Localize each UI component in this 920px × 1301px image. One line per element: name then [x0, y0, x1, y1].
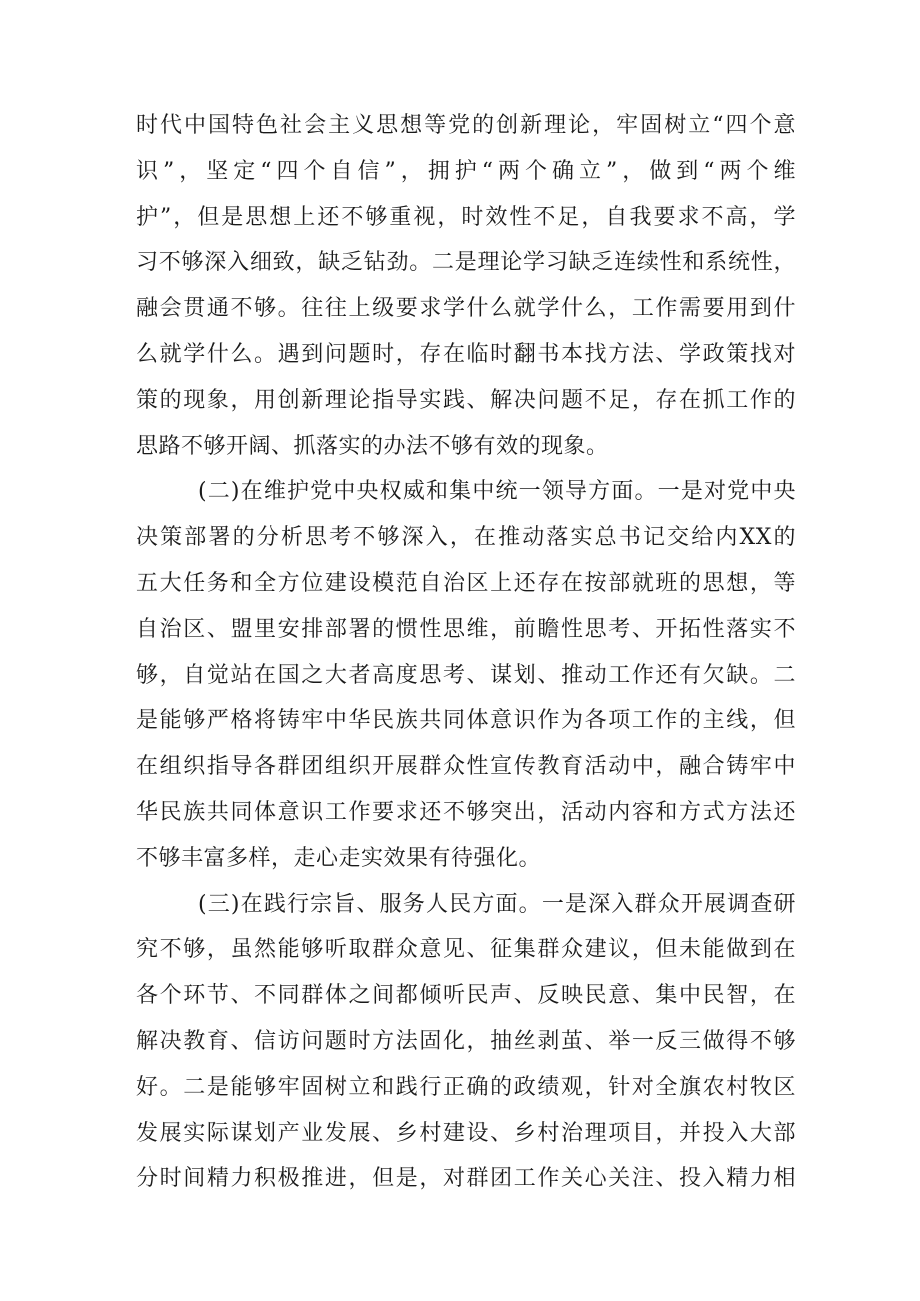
- text-line: 习不够深入细致，缺乏钻劲。二是理论学习缺乏连续性和系统性，: [136, 250, 796, 276]
- text-line: 华民族共同体意识工作要求还不够突出，活动内容和方式方法还: [136, 799, 796, 825]
- text-line: (三)在践行宗旨、服务人民方面。一是深入群众开展调查研: [198, 891, 796, 917]
- paragraph-1: [136, 103, 796, 469]
- paragraph-3: [136, 882, 796, 1203]
- paragraph-2: [136, 469, 796, 881]
- text-line: 够，自觉站在国之大者高度思考、谋划、推动工作还有欠缺。二: [136, 662, 796, 688]
- text-line: 么就学什么。遇到问题时，存在临时翻书本找方法、学政策找对: [136, 341, 796, 367]
- text-line: 融会贯通不够。往往上级要求学什么就学什么，工作需要用到什: [136, 296, 796, 322]
- text-line: 不够丰富多样，走心走实效果有待强化。: [136, 845, 542, 871]
- text-line: 识”，坚定“四个自信”，拥护“两个确立”，做到“两个维: [136, 158, 796, 184]
- text-line: 各个环节、不同群体之间都倾听民声、反映民意、集中民智，在: [136, 983, 796, 1009]
- text-line: 时代中国特色社会主义思想等党的创新理论，牢固树立“四个意: [136, 113, 796, 138]
- text-line: 是能够严格将铸牢中华民族共同体意识作为各项工作的主线，但: [136, 708, 796, 734]
- text-line: 思路不够开阔、抓落实的办法不够有效的现象。: [136, 433, 609, 459]
- text-line: (二)在维护党中央权威和集中统一领导方面。一是对党中央: [198, 479, 796, 505]
- text-line: 发展实际谋划产业发展、乡村建设、乡村治理项目，并投入大部: [136, 1120, 796, 1146]
- text-line: 分时间精力积极推进，但是，对群团工作关心关注、投入精力相: [136, 1166, 796, 1192]
- text-line: 决策部署的分析思考不够深入，在推动落实总书记交给内XX的: [136, 525, 796, 551]
- text-line: 究不够，虽然能够听取群众意见、征集群众建议，但未能做到在: [136, 937, 796, 963]
- body-text: [136, 103, 796, 1202]
- text-line: 护”，但是思想上还不够重视，时效性不足，自我要求不高，学: [136, 204, 796, 230]
- text-line: 五大任务和全方位建设模范自治区上还存在按部就班的思想，等: [136, 570, 796, 596]
- text-line: 好。二是能够牢固树立和践行正确的政绩观，针对全旗农村牧区: [136, 1074, 796, 1100]
- text-line: 解决教育、信访问题时方法固化，抽丝剥茧、举一反三做得不够: [136, 1028, 796, 1054]
- text-line: 自治区、盟里安排部署的惯性思维，前瞻性思考、开拓性落实不: [136, 616, 796, 642]
- text-line: 在组织指导各群团组织开展群众性宣传教育活动中，融合铸牢中: [136, 754, 796, 780]
- text-line: 策的现象，用创新理论指导实践、解决问题不足，存在抓工作的: [136, 387, 796, 413]
